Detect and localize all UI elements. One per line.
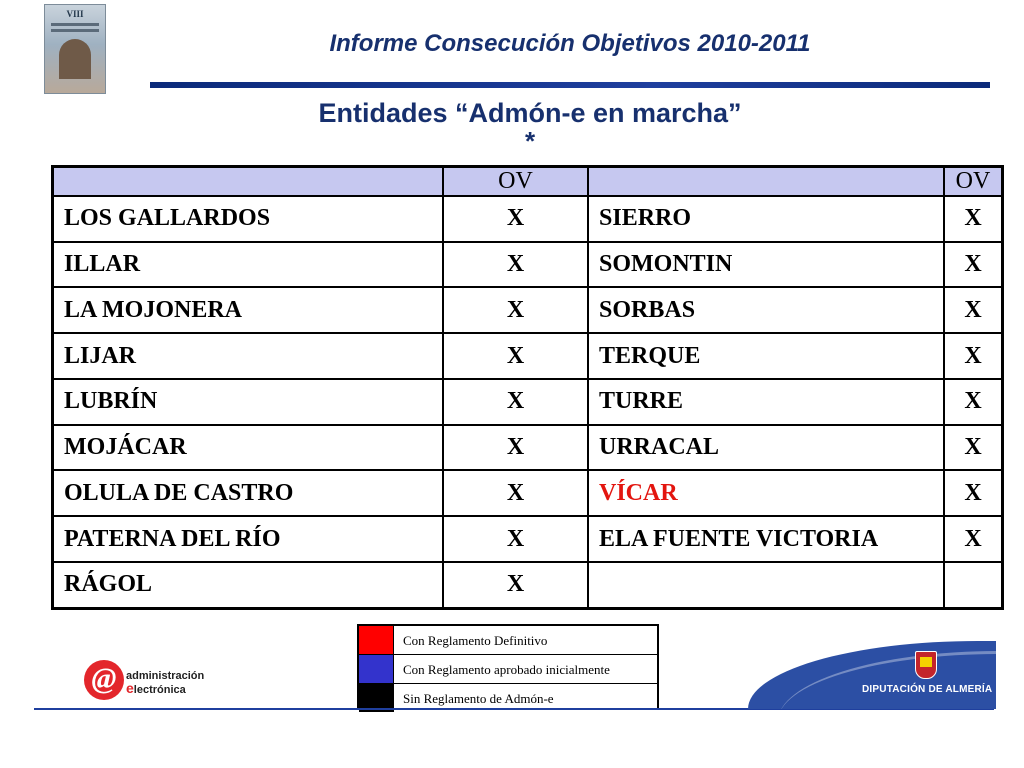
right-entity-name: SOMONTIN: [588, 242, 944, 288]
left-entity-name: LA MOJONERA: [53, 287, 444, 333]
table-row: [53, 242, 1003, 288]
table-row: [53, 562, 1003, 609]
subtitle-text: Entidades “Admón-e en marcha”: [318, 98, 742, 128]
thumbnail-decor-line: [51, 29, 99, 32]
legend-label: Sin Reglamento de Admón-e: [403, 691, 554, 706]
logo-line-2-rest: lectrónica: [133, 684, 186, 696]
table-row: [53, 516, 1003, 562]
subtitle-asterisk: *: [524, 126, 536, 156]
legend-label: Con Reglamento Definitivo: [403, 633, 548, 648]
diputacion-logo-text: DIPUTACIÓN DE ALMERÍA: [862, 684, 993, 695]
left-ov-mark: X: [443, 379, 588, 425]
left-entity-name: LUBRÍN: [53, 379, 444, 425]
left-ov-mark: X: [443, 470, 588, 516]
legend-item: [359, 655, 657, 684]
table-row: [53, 333, 1003, 379]
logo-e-initial: e: [126, 680, 134, 696]
right-entity-name: SORBAS: [588, 287, 944, 333]
right-ov-mark: X: [944, 242, 1003, 288]
right-entity-name: TURRE: [588, 379, 944, 425]
right-ov-mark: X: [944, 333, 1003, 379]
right-entity-name: URRACAL: [588, 425, 944, 471]
logo-line-1: administración: [126, 670, 205, 682]
right-ov-mark: X: [944, 287, 1003, 333]
right-entity-name: SIERRO: [588, 196, 944, 242]
left-ov-mark: X: [443, 562, 588, 609]
right-entity-name: VÍCAR: [588, 470, 944, 516]
table-row: [53, 379, 1003, 425]
left-entity-name: PATERNA DEL RÍO: [53, 516, 444, 562]
header-cell-left-name: [53, 167, 444, 197]
entities-table: [51, 165, 1004, 610]
left-ov-mark: X: [443, 333, 588, 379]
left-entity-name: LIJAR: [53, 333, 444, 379]
legend-swatch: [359, 655, 394, 683]
logo-wordmark: [126, 670, 204, 696]
legend-label: Con Reglamento aprobado inicialmente: [403, 662, 610, 677]
legend: [357, 624, 659, 710]
right-ov-mark: X: [944, 516, 1003, 562]
right-ov-mark: X: [944, 425, 1003, 471]
thumbnail-decor-line: [51, 23, 99, 26]
left-ov-mark: X: [443, 287, 588, 333]
coat-of-arms-icon: [915, 651, 937, 679]
thumbnail-label: VIII: [66, 9, 84, 19]
left-ov-mark: X: [443, 196, 588, 242]
thumbnail-arch-graphic: [59, 39, 91, 79]
page-subtitle: [100, 96, 960, 156]
at-sign-icon: @: [84, 660, 124, 700]
left-entity-name: RÁGOL: [53, 562, 444, 609]
swoosh-highlight: [778, 651, 996, 709]
table-row: [53, 196, 1003, 242]
administracion-electronica-logo: [84, 660, 224, 706]
cover-thumbnail-image: [44, 4, 106, 94]
left-ov-mark: X: [443, 425, 588, 471]
left-ov-mark: X: [443, 242, 588, 288]
legend-item: [359, 626, 657, 655]
right-ov-mark: X: [944, 470, 1003, 516]
header-cell-right-name: [588, 167, 944, 197]
right-ov-mark: X: [944, 196, 1003, 242]
right-ov-mark: [944, 562, 1003, 609]
left-entity-name: ILLAR: [53, 242, 444, 288]
right-ov-mark: X: [944, 379, 1003, 425]
left-entity-name: OLULA DE CASTRO: [53, 470, 444, 516]
table-row: [53, 287, 1003, 333]
header-title: Informe Consecución Objetivos 2010-2011: [329, 30, 811, 57]
right-entity-name: TERQUE: [588, 333, 944, 379]
right-entity-name: ELA FUENTE VICTORIA: [588, 516, 944, 562]
header-divider: [150, 82, 990, 88]
table-header: [53, 167, 1003, 197]
table-row: [53, 470, 1003, 516]
table-body: [53, 196, 1003, 609]
left-entity-name: MOJÁCAR: [53, 425, 444, 471]
header-cell-left-ov: OV: [443, 167, 588, 197]
footer-swoosh-graphic: [748, 641, 996, 709]
header-cell-right-ov: OV: [944, 167, 1003, 197]
table-row: [53, 425, 1003, 471]
left-ov-mark: X: [443, 516, 588, 562]
left-entity-name: LOS GALLARDOS: [53, 196, 444, 242]
logo-line-2: [126, 682, 204, 696]
right-entity-name: [588, 562, 944, 609]
legend-swatch: [359, 626, 394, 654]
table-header-row: [53, 167, 1003, 197]
